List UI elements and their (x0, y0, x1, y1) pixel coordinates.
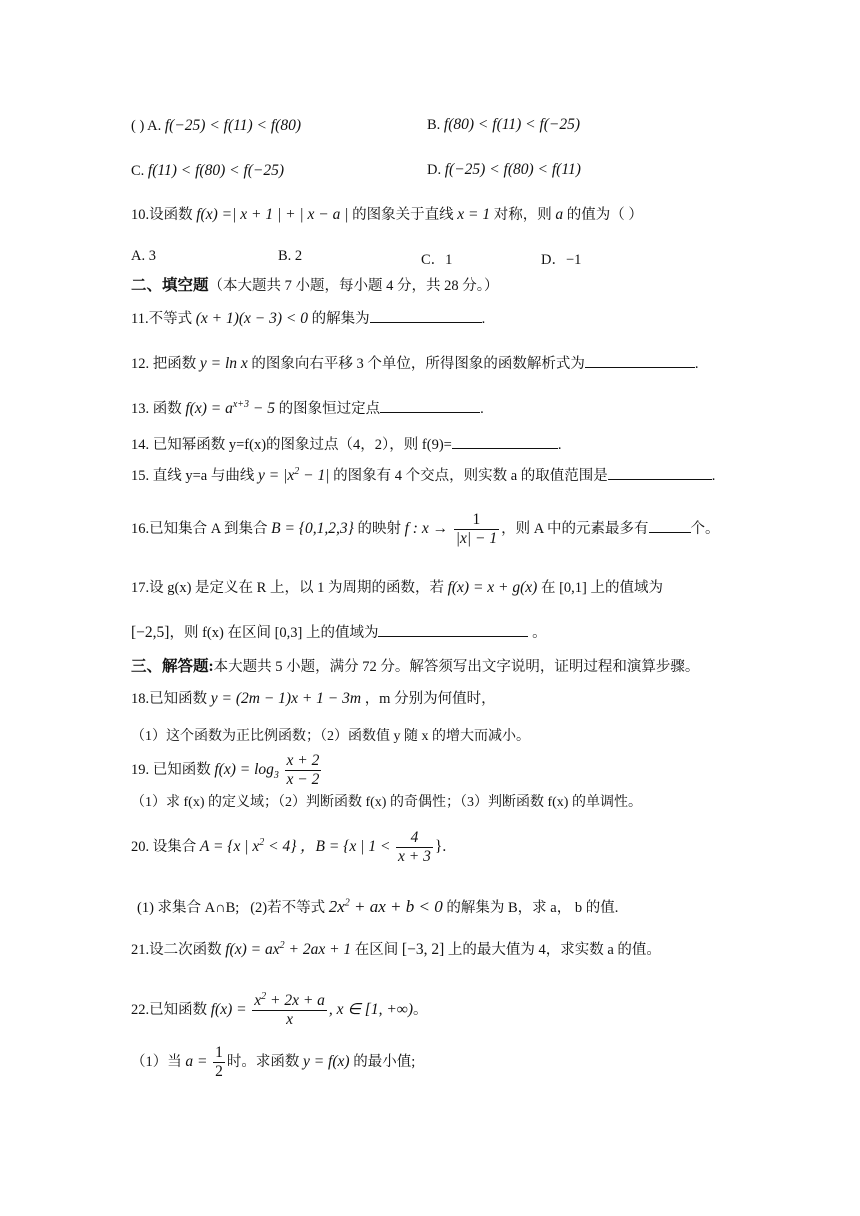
question-20 (131, 825, 446, 869)
q20-sub-2-expr (329, 897, 443, 916)
q22-fraction (252, 992, 327, 1029)
q20-subquestions (137, 897, 618, 918)
q14-answer-blank[interactable] (452, 434, 558, 449)
q22-end: 。 (413, 1002, 428, 1018)
q20-sub-2-exponent: 2 (344, 897, 350, 909)
q19-fraction-numerator: x + 2 (286, 752, 320, 770)
q22-numerator-exponent: 2 (261, 991, 267, 1003)
q20-sub-2-expr-base: 2x (328, 897, 345, 916)
section-3-note: 本大题共 5 小题，满分 72 分。解答须写出文字说明，证明过程和演算步骤。 (213, 659, 700, 675)
question-18 (131, 689, 496, 709)
q17-end: 。 (532, 625, 547, 641)
q18-suffix: ，m 分别为何值时， (364, 691, 496, 707)
q10-option-d: D．−1 (541, 252, 582, 268)
q22-sub-a: a = (185, 1053, 208, 1070)
q15-expr (258, 467, 329, 484)
question-12 (131, 353, 699, 374)
q20-set-a-exponent: 2 (259, 836, 265, 848)
q14-text: 14. 已知幂函数 y=f(x)的图象过点（4，2），则 f(9)= (131, 437, 452, 453)
q10-var: a (555, 206, 564, 223)
q9-option-row-2 (131, 161, 284, 181)
q16-mid: 的映射 (357, 521, 401, 537)
q13-answer-blank[interactable] (380, 398, 480, 413)
section-3-heading (131, 657, 699, 677)
q10-option-b: B. 2 (278, 248, 303, 264)
q9-option-b-wrap (427, 116, 580, 134)
q22-subquestion-1 (131, 1042, 415, 1082)
q11-expr: (x + 1)(x − 3) < 0 (195, 310, 309, 327)
q12-answer-blank[interactable] (585, 353, 695, 368)
question-17-line-2 (131, 622, 547, 643)
q10-line: x = 1 (457, 206, 491, 223)
question-10 (131, 205, 643, 225)
q13-expr-base: f(x) = a (185, 400, 233, 417)
q9-option-d-label: D. (427, 162, 442, 178)
section-2-title: 二、填空题 (131, 277, 209, 294)
q22-numerator-base: x (254, 992, 262, 1010)
q20-fraction-denominator: x + 3 (398, 848, 431, 866)
q17-mid: 在 [0,1] 上的值域为 (540, 580, 664, 596)
q13-expr-exponent: x+3 (232, 398, 250, 410)
q15-prefix: 15. 直线 y=a 与曲线 (131, 468, 255, 484)
question-14 (131, 434, 561, 455)
q20-sub-1: (1) 求集合 A∩B; (137, 900, 240, 916)
q11-end: . (481, 311, 486, 327)
q21-expr-exponent: 2 (279, 939, 285, 951)
q22-sub-mid: 时。求函数 (226, 1054, 300, 1070)
q20-fraction (396, 829, 433, 866)
q20-set-b-prefix: ，B = {x | 1 < (300, 838, 391, 855)
q21-expr-base: f(x) = ax (225, 941, 280, 958)
q20-fraction-numerator: 4 (396, 829, 433, 848)
q10-function: f(x) =| x + 1 | + | x − a | (196, 206, 349, 223)
q10-mid: 的图象关于直线 (352, 207, 454, 223)
q12-prefix: 12. 把函数 (131, 356, 197, 372)
q22-numerator-tail: + 2x + a (266, 992, 325, 1010)
q21-prefix: 21.设二次函数 (131, 942, 222, 958)
q13-prefix: 13. 函数 (131, 401, 182, 417)
q9-option-b-label: B. (427, 117, 441, 133)
section-2-note: （本大题共 7 小题，每小题 4 分，共 28 分。） (208, 278, 499, 294)
q13-suffix: 的图象恒过定点 (278, 401, 381, 417)
question-13 (131, 398, 484, 419)
q20-sub-2-suffix: 的解集为 B，求 a， b 的值. (446, 900, 619, 916)
question-16 (131, 509, 720, 549)
q22-sub-prefix: （1）当 (131, 1054, 182, 1070)
q15-expr-base: y = |x (258, 467, 295, 484)
q22-lhs: f(x) = (210, 1001, 247, 1018)
q9-option-c: f(11) < f(80) < f(−25) (147, 162, 285, 179)
q12-suffix: 的图象向右平移 3 个单位，所得图象的函数解析式为 (251, 356, 585, 372)
q9-option-d: f(−25) < f(80) < f(11) (444, 161, 581, 178)
q14-end: . (557, 437, 562, 453)
q21-suffix: 上的最大值为 4，求实数 a 的值。 (447, 942, 661, 958)
q20-set-a-tail: < 4} (264, 838, 297, 855)
q16-prefix: 16.已知集合 A 到集合 (131, 521, 268, 537)
q15-expr-exponent: 2 (294, 465, 300, 477)
q22-sub-fraction-numerator: 1 (215, 1044, 223, 1062)
q9-option-a: f(−25) < f(11) < f(80) (164, 117, 301, 134)
q22-sub-fraction (213, 1044, 225, 1081)
q19-expr (214, 761, 279, 782)
q21-interval: [−3, 2] (401, 941, 445, 958)
question-21 (131, 940, 661, 960)
q16-fraction-numerator: 1 (454, 511, 499, 530)
q13-expr (185, 400, 275, 417)
q22-fraction-denominator: x (286, 1011, 294, 1029)
q17-expr: f(x) = x + g(x) (447, 579, 538, 596)
q9-answer-paren: ( ) (131, 118, 145, 134)
question-19 (131, 750, 323, 796)
q16-end: 个。 (690, 521, 720, 537)
q10-option-a: A. 3 (131, 248, 156, 264)
q13-end: . (480, 401, 484, 417)
q16-set-b: B = {0,1,2,3} (271, 520, 354, 537)
q22-fraction-numerator (252, 992, 327, 1011)
question-17-line-1 (131, 578, 663, 598)
q22-prefix: 22.已知函数 (131, 1002, 208, 1018)
q21-expr-tail: + 2ax + 1 (284, 941, 352, 958)
q9-option-d-wrap (427, 161, 581, 179)
q20-sub-2-prefix: (2)若不等式 (250, 900, 326, 916)
q20-prefix: 20. 设集合 (131, 839, 197, 855)
q18-prefix: 18.已知函数 (131, 691, 208, 707)
q10-option-c: C．1 (421, 252, 453, 268)
q22-domain: , x ∈ [1, +∞) (328, 1001, 414, 1018)
question-22 (131, 987, 428, 1033)
question-11 (131, 308, 485, 329)
q20-sub-2-tail: + ax + b < 0 (349, 897, 443, 916)
q15-expr-tail: − 1| (299, 467, 330, 484)
q18-expr: y = (2m − 1)x + 1 − 3m (210, 690, 362, 707)
q15-end: . (711, 468, 716, 484)
q11-answer-blank[interactable] (370, 308, 482, 323)
q20-set-b-tail: }. (434, 838, 447, 855)
section-2-heading (131, 276, 499, 296)
q19-prefix: 19. 已知函数 (131, 762, 211, 778)
q15-suffix: 的图象有 4 个交点，则实数 a 的取值范围是 (333, 468, 608, 484)
q9-option-a-label: A. (147, 118, 162, 134)
q22-sub-expr: y = f(x) (302, 1053, 350, 1070)
q16-answer-blank[interactable] (649, 518, 691, 533)
q19-fraction (285, 752, 322, 789)
q19-fraction-denominator: x − 2 (286, 771, 320, 789)
q22-sub-fraction-denominator: 2 (215, 1063, 223, 1081)
q16-fraction (454, 511, 499, 548)
q12-end: . (694, 356, 699, 372)
q11-suffix: 的解集为 (311, 311, 370, 327)
q11-prefix: 11.不等式 (131, 311, 193, 327)
q9-option-c-label: C. (131, 163, 145, 179)
q19-log-base: 3 (273, 770, 279, 782)
q12-expr: y = ln x (199, 355, 248, 372)
q10-mid2: 对称，则 (493, 207, 552, 223)
q17-prefix: 17.设 g(x) 是定义在 R 上，以 1 为周期的函数，若 (131, 580, 444, 596)
q20-set-a-base: A = {x | x (199, 838, 260, 855)
q16-map: f : x → (404, 520, 449, 537)
q21-mid: 在区间 (354, 942, 399, 958)
q9-option-b: f(80) < f(11) < f(−25) (443, 116, 581, 133)
q18-subquestions: （1）这个函数为正比例函数；（2）函数值 y 随 x 的增大而减小。 (131, 729, 530, 744)
q20-set-a (200, 838, 297, 855)
q10-prefix: 10.设函数 (131, 207, 193, 223)
q10-suffix: 的值为（ ） (566, 207, 643, 223)
q19-expr-log: f(x) = log (214, 761, 274, 778)
q17-mid-2: ，则 f(x) 在区间 [0,3] 上的值域为 (169, 625, 379, 641)
section-3-title: 三、解答题: (131, 658, 214, 675)
q13-expr-tail: − 5 (249, 400, 275, 417)
q16-suffix: ，则 A 中的元素最多有 (501, 521, 649, 537)
q19-subquestions: （1）求 f(x) 的定义域；（2）判断函数 f(x) 的奇偶性；（3）判断函数 f(x) 的单调性。 (131, 795, 642, 810)
q21-expr (225, 941, 351, 958)
q17-range: [−2,5] (131, 624, 170, 641)
question-15 (131, 465, 715, 486)
q15-answer-blank[interactable] (608, 465, 712, 480)
q16-fraction-denominator: |x| − 1 (455, 530, 498, 548)
q9-option-row-1 (131, 116, 301, 136)
q17-answer-blank[interactable] (378, 622, 528, 637)
q22-sub-suffix: 的最小值; (353, 1054, 416, 1070)
